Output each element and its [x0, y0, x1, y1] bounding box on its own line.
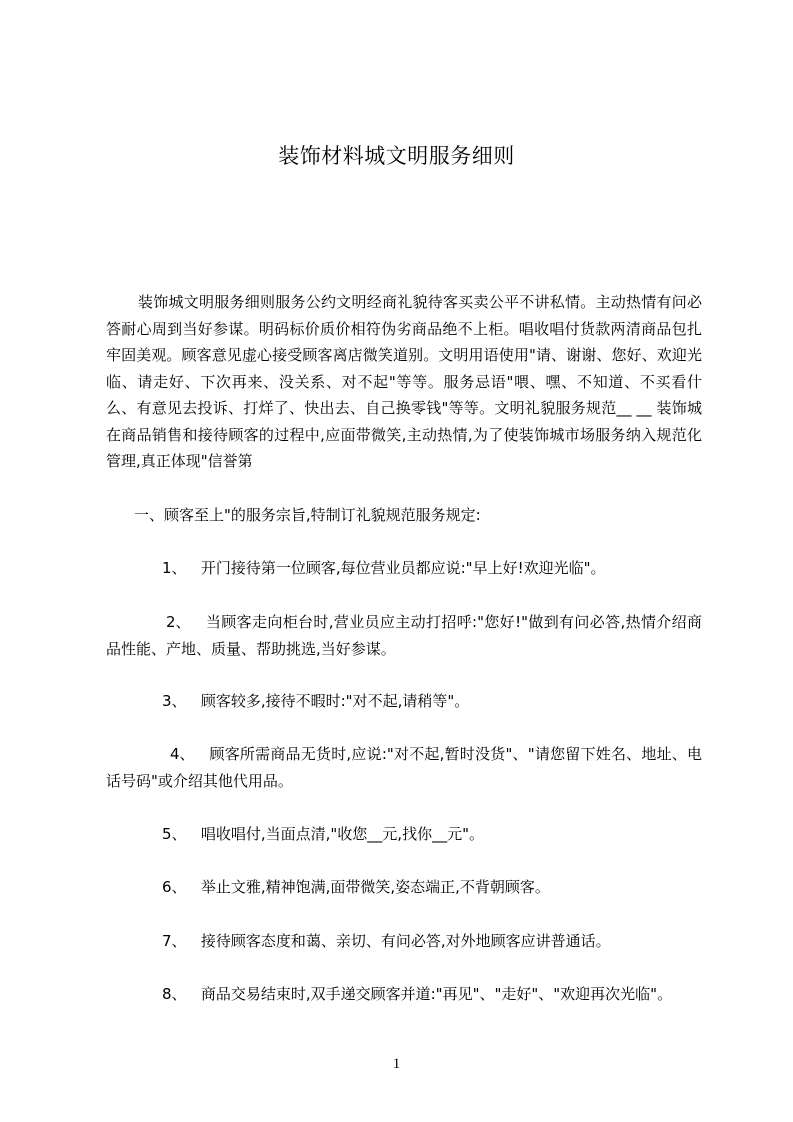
- page-number: 1: [392, 1056, 401, 1072]
- rule-text: 商品交易结束时,双手递交顾客并道:"再见"、"走好"、"欢迎再次光临"。: [200, 985, 673, 1003]
- rule-text: 当顾客走向柜台时,营业员应主动打招呼:"您好!"做到有问必答,热情介绍商品性能、产地、质量、帮助挑选,当好参谋。: [106, 613, 703, 658]
- rule-number: 5、: [162, 825, 187, 843]
- rule-item-2: [106, 609, 702, 662]
- rule-number: 4、: [170, 745, 195, 763]
- rule-item-3: [106, 688, 702, 715]
- rule-number: 7、: [162, 932, 187, 950]
- rule-item-6: [106, 874, 702, 901]
- rule-text: 开门接待第一位顾客,每位营业员都应说:"早上好!欢迎光临"。: [200, 559, 606, 577]
- rule-number: 6、: [162, 878, 187, 896]
- rule-number: 2、: [166, 613, 191, 631]
- rule-text: 唱收唱付,当面点清,"收您__元,找你__元"。: [200, 825, 484, 843]
- intro-paragraph: 装饰城文明服务细则服务公约文明经商礼貌待客买卖公平不讲私情。主动热情有问必答耐心周到当好参谋。明码标价质价相符伪劣商品绝不上柜。唱收唱付货款两清商品包扎牢固美观。顾客意见虚心接受顾客离店微笑道别。文明用语使用"请、谢谢、您好、欢迎光临、请走好、下次再来、没关系、对不起"等等。服务忌语"喂、嘿、不知道、不买看什么、有意见去投诉、打烊了、快出去、自己换零钱"等等。文明礼貌服务规范__ __ 装饰城在商品销售和接待顾客的过程中,应面带微笑,主动热情,为了使装饰城市场服务纳入规范化管理,真正体现"信誉第: [106, 293, 702, 470]
- rule-number: 1、: [162, 559, 187, 577]
- document-title: 装饰材料城文明服务细则: [278, 144, 515, 168]
- rule-item-8: [106, 981, 702, 1008]
- rule-number: 8、: [162, 985, 187, 1003]
- rule-text: 顾客所需商品无货时,应说:"对不起,暂时没货"、"请您留下姓名、地址、电话号码"或介绍其他代用品。: [106, 745, 702, 790]
- rule-item-5: [106, 821, 702, 848]
- rule-item-7: [106, 928, 702, 955]
- rule-text: 顾客较多,接待不暇时:"对不起,请稍等"。: [200, 692, 470, 710]
- rule-item-1: [106, 555, 702, 582]
- section-heading: 一、顾客至上"的服务宗旨,特制订礼貌规范服务规定:: [134, 506, 481, 524]
- rule-text: 举止文雅,精神饱满,面带微笑,姿态端正,不背朝顾客。: [200, 878, 550, 896]
- rule-text: 接待顾客态度和蔼、亲切、有问必答,对外地顾客应讲普通话。: [200, 932, 611, 950]
- rule-number: 3、: [162, 692, 187, 710]
- rule-item-4: [106, 741, 702, 794]
